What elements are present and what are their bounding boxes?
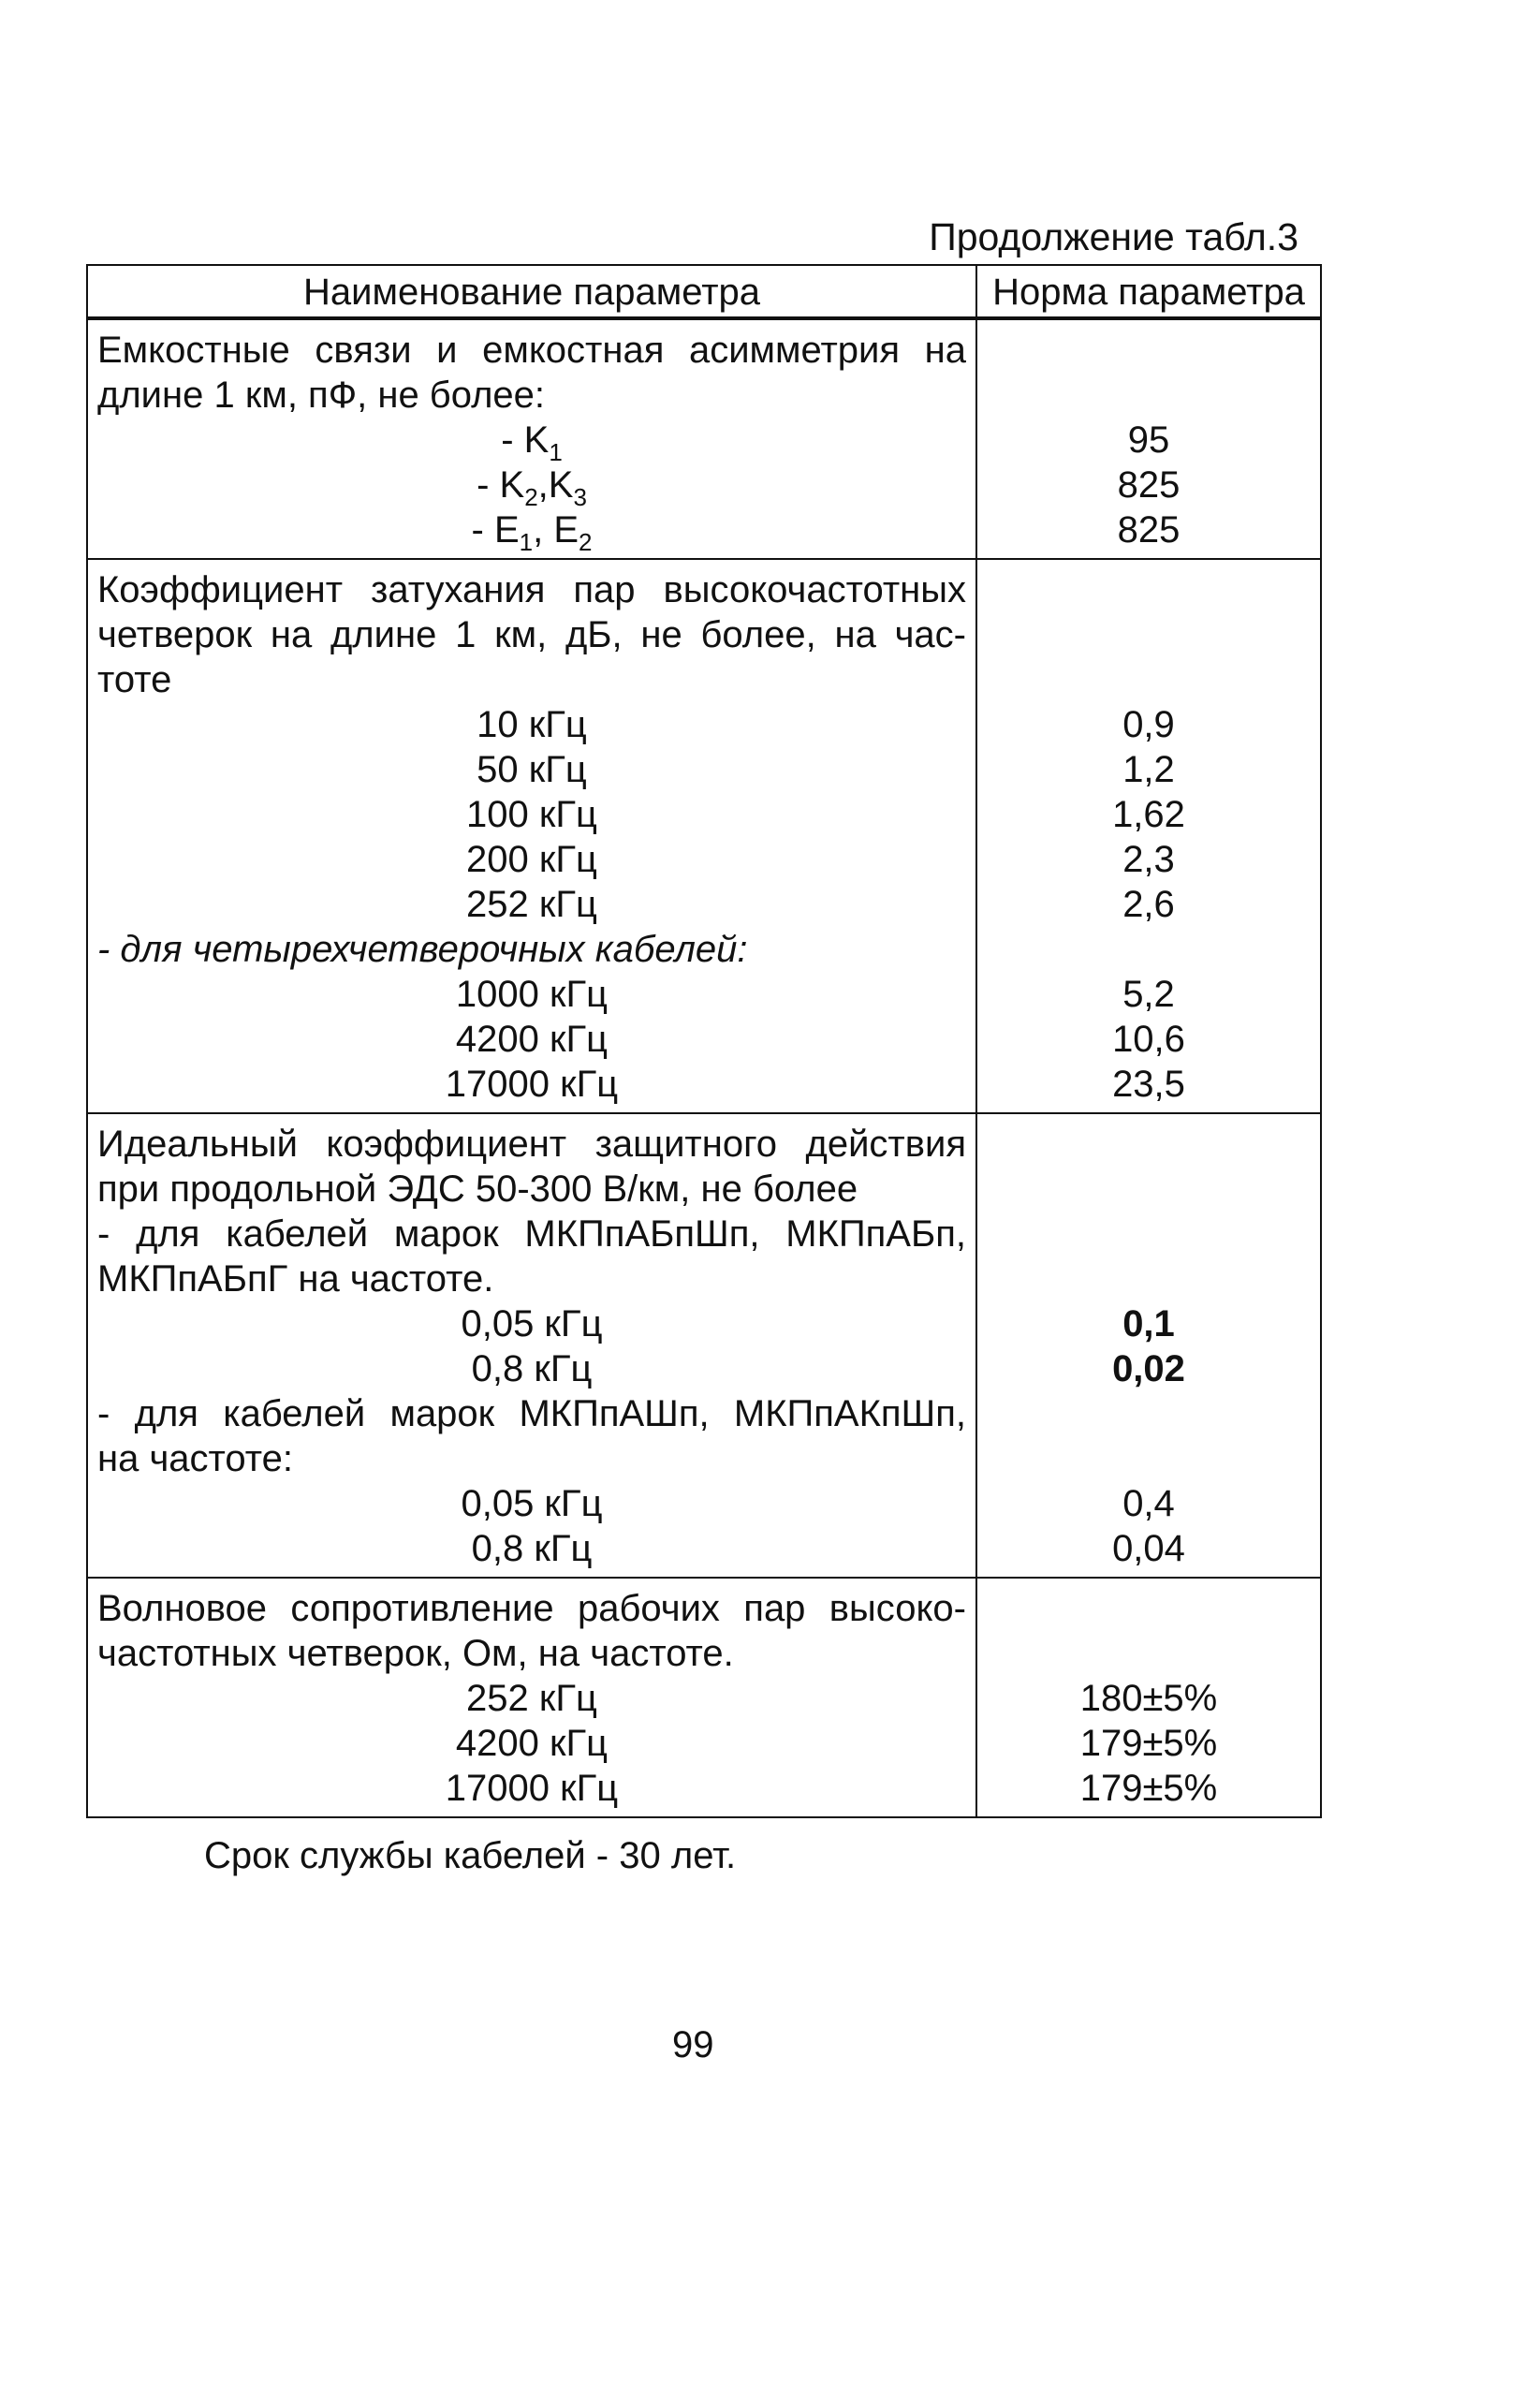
table-row xyxy=(87,559,1321,1113)
row-label: 17000 кГц xyxy=(445,1064,619,1105)
row-label-k1: - $K_1$ xyxy=(501,419,563,466)
section-attenuation xyxy=(87,559,976,1113)
row-label: 200 кГц xyxy=(466,839,597,880)
section-title-line: Идеальный коэффициент защитного действия xyxy=(97,1124,966,1165)
table-row xyxy=(87,1113,1321,1578)
row-value: 2,3 xyxy=(1122,839,1175,880)
row-value: 95 xyxy=(1127,419,1170,461)
row-label-e1-e2: - $E_1$, $E_2$ xyxy=(471,509,593,556)
section-attenuation-values xyxy=(976,559,1321,1113)
row-label: 50 кГц xyxy=(477,749,587,790)
row-label: 0,05 кГц xyxy=(461,1303,603,1344)
row-value: 23,5 xyxy=(1112,1064,1185,1105)
header-parameter-norm: Норма параметра xyxy=(976,265,1321,318)
page-number: 99 xyxy=(672,2024,714,2065)
section-title-line: МКПпАБпГ на частоте. xyxy=(97,1258,494,1300)
row-value: 825 xyxy=(1117,509,1181,551)
section-title-line: при продольной ЭДС 50-300 В/км, не более xyxy=(97,1168,858,1210)
section-title-line: Волновое сопротивление рабочих пар высоко- xyxy=(97,1588,966,1629)
row-value: 0,1 xyxy=(1122,1303,1175,1344)
row-label: 0,8 кГц xyxy=(471,1348,593,1389)
service-life-note: Срок службы кабелей - 30 лет. xyxy=(204,1835,737,1876)
row-label-k2-k3: - $K_2,K_3$ xyxy=(477,464,587,511)
row-value: 180±5% xyxy=(1079,1678,1218,1719)
section-wave-impedance-values xyxy=(976,1578,1321,1817)
row-label: 252 кГц xyxy=(466,884,597,925)
subsection-title: - для четырехчетверочных кабелей: xyxy=(97,929,748,970)
section-title-line: частотных четверок, Ом, на частоте. xyxy=(97,1633,734,1674)
row-value: 179±5% xyxy=(1079,1723,1218,1764)
header-parameter-name: Наименование параметра xyxy=(87,265,976,318)
row-value: 825 xyxy=(1117,464,1181,506)
row-value: 0,4 xyxy=(1122,1483,1175,1524)
row-value: 0,9 xyxy=(1122,704,1175,745)
row-label: 4200 кГц xyxy=(455,1019,609,1060)
section-title-line: четверок на длине 1 км, дБ, не более, на час- xyxy=(97,614,966,655)
section-capacitive-coupling-values xyxy=(976,318,1321,559)
section-wave-impedance xyxy=(87,1578,976,1817)
parameters-table-container xyxy=(86,264,1320,1818)
row-label: 17000 кГц xyxy=(445,1768,619,1809)
row-value: 10,6 xyxy=(1112,1019,1185,1060)
table-row xyxy=(87,318,1321,559)
row-value: 1,62 xyxy=(1112,794,1185,835)
row-value: 2,6 xyxy=(1122,884,1175,925)
section-title-line: тоте xyxy=(97,659,172,700)
parameters-table xyxy=(86,264,1322,1818)
section-title-line: Коэффициент затухания пар высокочастотных xyxy=(97,569,966,610)
row-label: 252 кГц xyxy=(466,1678,597,1719)
section-title-line: длине 1 км, пФ, не более: xyxy=(97,375,546,416)
section-capacitive-coupling xyxy=(87,318,976,559)
row-value: 0,04 xyxy=(1112,1528,1185,1569)
section-protection-coefficient-values xyxy=(976,1113,1321,1578)
row-value: 5,2 xyxy=(1122,974,1175,1015)
row-value: 179±5% xyxy=(1079,1768,1218,1809)
row-label: 0,8 кГц xyxy=(471,1528,593,1569)
row-label: 0,05 кГц xyxy=(461,1483,603,1524)
row-value: 0,02 xyxy=(1112,1348,1185,1389)
row-label: 100 кГц xyxy=(466,794,597,835)
section-title-line: Емкостные связи и емкостная асимметрия на xyxy=(97,330,966,371)
row-label: 1000 кГц xyxy=(455,974,609,1015)
table-header-row xyxy=(87,265,1321,318)
row-label: 4200 кГц xyxy=(455,1723,609,1764)
row-label: 10 кГц xyxy=(477,704,587,745)
subsection-title-line: на частоте: xyxy=(97,1438,294,1479)
table-row xyxy=(87,1578,1321,1817)
subsection-title-line: - для кабелей марок МКПпАШп, МКПпАКпШп, xyxy=(97,1393,966,1434)
section-protection-coefficient xyxy=(87,1113,976,1578)
row-value: 1,2 xyxy=(1122,749,1175,790)
section-title-line: - для кабелей марок МКПпАБпШп, МКПпАБп, xyxy=(97,1213,966,1255)
table-caption: Продолжение табл.3 xyxy=(929,215,1298,258)
